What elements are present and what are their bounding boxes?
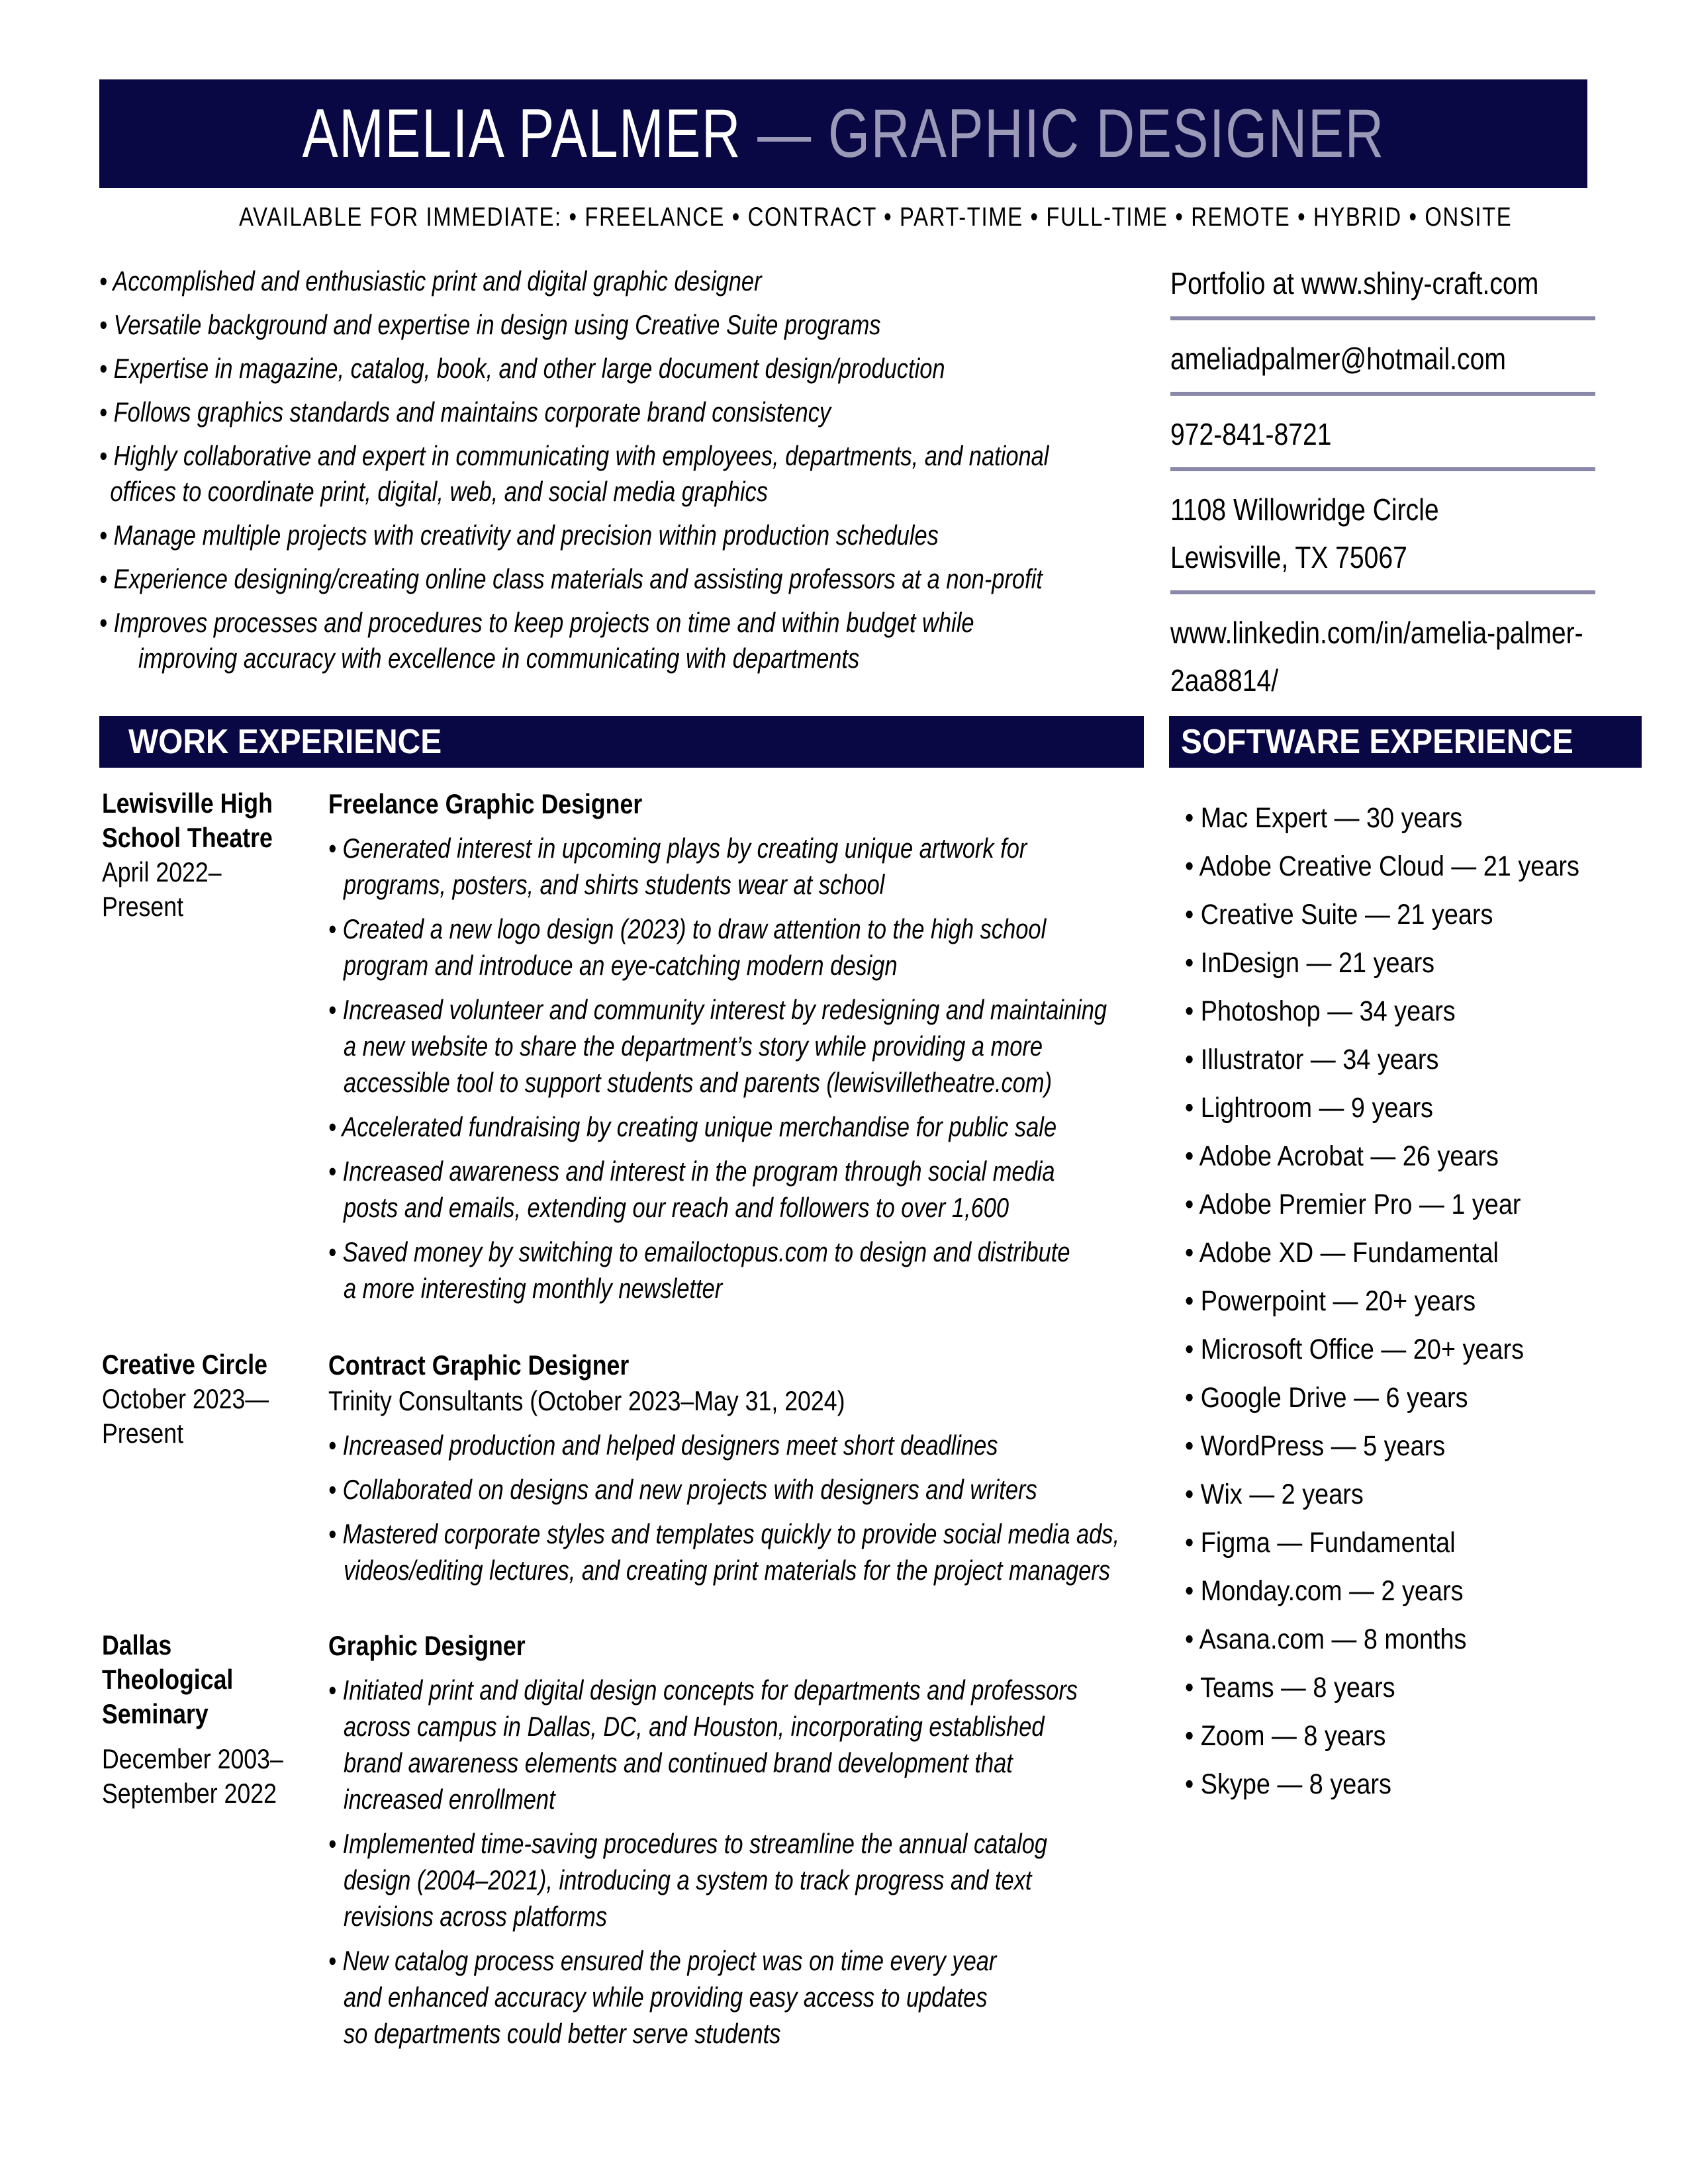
bullet-text: • New catalog process ensured the project was on time every year xyxy=(328,1945,997,1976)
software-item: • Figma — Fundamental xyxy=(1185,1527,1456,1559)
summary-text: • Expertise in magazine, catalog, book, and other large document design/production xyxy=(99,353,945,384)
candidate-name: AMELIA PALMER xyxy=(302,95,741,172)
job-meta xyxy=(102,1628,314,1811)
linkedin-text: 2aa8814/ xyxy=(1170,663,1279,698)
summary-item xyxy=(99,438,1049,510)
job-details xyxy=(328,786,1162,1306)
company-name: Dallas xyxy=(102,1629,172,1661)
summary-text: • Experience designing/creating online class materials and assisting professors at a non-profit xyxy=(99,563,1043,594)
bullet-text: videos/editing lectures, and creating print materials for the project managers xyxy=(343,1555,1111,1586)
bullet-text: • Collaborated on designs and new projects with designers and writers xyxy=(328,1474,1037,1505)
bullet-text: a new website to share the department’s story while providing a more xyxy=(343,1030,1043,1062)
phone-number xyxy=(1170,410,1595,458)
software-item: • Lightroom — 9 years xyxy=(1185,1092,1433,1124)
bullet-text: • Increased production and helped designers meet short deadlines xyxy=(328,1430,998,1461)
job-bullet xyxy=(328,830,1027,903)
section-title: SOFTWARE EXPERIENCE xyxy=(1181,723,1573,761)
job-dates: December 2003– xyxy=(102,1743,283,1774)
bullet-text: • Saved money by switching to emailoctopus.com to design and distribute xyxy=(328,1236,1070,1267)
contact-block xyxy=(1170,259,1595,704)
software-item: • Monday.com — 2 years xyxy=(1185,1575,1464,1607)
contact-divider xyxy=(1170,316,1595,320)
software-item: • Photoshop — 34 years xyxy=(1185,995,1456,1027)
bullet-text: accessible tool to support students and parents (lewisvilletheatre.com) xyxy=(343,1067,1053,1098)
software-item: • Skype — 8 years xyxy=(1185,1768,1391,1800)
availability-text: AVAILABLE FOR IMMEDIATE: • FREELANCE • CONTRACT • PART-TIME • FULL-TIME • REMOTE • HYBRID • ONSITE xyxy=(239,203,1513,232)
bullet-text: • Increased awareness and interest in the program through social media xyxy=(328,1156,1055,1187)
bullet-text: increased enrollment xyxy=(343,1784,555,1815)
page-title xyxy=(302,95,1384,173)
bullet-text: • Generated interest in upcoming plays by creating unique artwork for xyxy=(328,833,1027,864)
summary-text: • Versatile background and expertise in design using Creative Suite programs xyxy=(99,309,881,340)
job-details xyxy=(328,1628,1162,2052)
software-item: • Adobe Creative Cloud — 21 years xyxy=(1185,850,1579,882)
job-meta xyxy=(102,1347,314,1451)
job-details xyxy=(328,1347,1162,1588)
summary-item xyxy=(99,263,968,299)
company-name: Theological xyxy=(102,1664,234,1695)
contact-divider xyxy=(1170,392,1595,396)
summary-text: • Manage multiple projects with creativity and precision within production schedules xyxy=(99,520,939,551)
summary-text: • Highly collaborative and expert in communicating with employees, departments, and national xyxy=(99,440,1049,471)
summary-text: • Follows graphics standards and maintains corporate brand consistency xyxy=(99,396,831,428)
job-bullet xyxy=(328,1672,1078,1817)
company-name: Lewisville High xyxy=(102,788,273,819)
bullet-text: • Implemented time-saving procedures to streamline the annual catalog xyxy=(328,1828,1048,1859)
job-title: Graphic Designer xyxy=(328,1630,526,1661)
summary-text: • Accomplished and enthusiastic print and digital graphic designer xyxy=(99,265,762,296)
software-item: • Google Drive — 6 years xyxy=(1185,1382,1468,1414)
job-bullet xyxy=(328,1825,1048,1934)
software-experience-header xyxy=(1169,716,1642,768)
job-title: Freelance Graphic Designer xyxy=(328,788,643,819)
software-item: • WordPress — 5 years xyxy=(1185,1430,1446,1462)
job-bullet xyxy=(328,1471,1037,1508)
address xyxy=(1170,486,1595,581)
company-name: Seminary xyxy=(102,1698,209,1729)
software-item: • Mac Expert — 30 years xyxy=(1185,802,1463,834)
work-experience-header xyxy=(99,716,1144,768)
job-bullet xyxy=(328,991,1107,1101)
software-item: • Asana.com — 8 months xyxy=(1185,1623,1467,1655)
address-line: 1108 Willowridge Circle xyxy=(1170,492,1439,527)
bullet-text: and enhanced accuracy while providing easy access to updates xyxy=(343,1981,988,2013)
bullet-text: design (2004–2021), introducing a system to track progress and text xyxy=(343,1864,1032,1895)
company-name: School Theatre xyxy=(102,822,273,853)
software-item: • InDesign — 21 years xyxy=(1185,947,1435,979)
job-bullet xyxy=(328,911,1047,983)
software-item: • Microsoft Office — 20+ years xyxy=(1185,1334,1524,1365)
bullet-text: • Mastered corporate styles and templates quickly to provide social media ads, xyxy=(328,1518,1120,1549)
software-item: • Wix — 2 years xyxy=(1185,1479,1364,1510)
summary-list xyxy=(99,263,1158,684)
job-title: Contract Graphic Designer xyxy=(328,1349,630,1381)
software-item: • Adobe Premier Pro — 1 year xyxy=(1185,1189,1521,1220)
software-item: • Adobe Acrobat — 26 years xyxy=(1185,1140,1499,1172)
email-text: ameliadpalmer@hotmail.com xyxy=(1170,341,1506,376)
contact-divider xyxy=(1170,590,1595,594)
phone-text: 972-841-8721 xyxy=(1170,417,1332,451)
candidate-role: GRAPHIC DESIGNER xyxy=(827,95,1385,172)
job-bullet xyxy=(328,1153,1055,1226)
bullet-text: revisions across platforms xyxy=(343,1901,608,1932)
software-item: • Teams — 8 years xyxy=(1185,1672,1395,1704)
portfolio-text: Portfolio at www.shiny-craft.com xyxy=(1170,266,1539,300)
bullet-text: program and introduce an eye-catching modern design xyxy=(343,950,898,981)
bullet-text: brand awareness elements and continued brand development that xyxy=(343,1747,1013,1778)
summary-text: • Improves processes and procedures to keep projects on time and within budget while xyxy=(99,607,974,638)
software-item: • Illustrator — 34 years xyxy=(1185,1044,1439,1075)
bullet-text: programs, posters, and shirts students wear at school xyxy=(343,869,885,900)
summary-text-continued: improving accuracy with excellence in communicating with departments xyxy=(138,643,860,674)
bullet-text: • Accelerated fundraising by creating unique merchandise for public sale xyxy=(328,1111,1057,1142)
job-dates: Present xyxy=(102,891,184,922)
bullet-text: across campus in Dallas, DC, and Houston, incorporating established xyxy=(343,1711,1045,1742)
bullet-text: • Increased volunteer and community interest by redesigning and maintaining xyxy=(328,994,1107,1025)
job-dates: April 2022– xyxy=(102,856,222,887)
software-list xyxy=(1185,794,1609,1809)
software-item: • Zoom — 8 years xyxy=(1185,1720,1386,1752)
summary-item xyxy=(99,351,968,387)
summary-item xyxy=(99,307,968,343)
email-link[interactable] xyxy=(1170,335,1595,383)
header-banner xyxy=(99,79,1587,188)
bullet-text: a more interesting monthly newsletter xyxy=(343,1273,723,1304)
bullet-text: • Created a new logo design (2023) to draw attention to the high school xyxy=(328,913,1047,944)
company-name: Creative Circle xyxy=(102,1349,268,1380)
software-item: • Creative Suite — 21 years xyxy=(1185,899,1493,931)
address-line: Lewisville, TX 75067 xyxy=(1170,540,1407,574)
portfolio-link[interactable] xyxy=(1170,259,1595,307)
job-client: Trinity Consultants (October 2023–May 31, 2024) xyxy=(328,1385,845,1416)
summary-item xyxy=(99,394,968,430)
contact-divider xyxy=(1170,467,1595,471)
linkedin-text: www.linkedin.com/in/amelia-palmer- xyxy=(1170,615,1583,650)
summary-item xyxy=(99,518,968,553)
job-dates: October 2023— xyxy=(102,1383,269,1414)
job-dates: September 2022 xyxy=(102,1778,277,1809)
bullet-text: posts and emails, extending our reach and followers to over 1,600 xyxy=(343,1192,1009,1223)
summary-item xyxy=(99,561,1043,597)
job-bullet xyxy=(328,1109,1057,1145)
job-dates: Present xyxy=(102,1418,184,1449)
job-bullet xyxy=(328,1427,1012,1463)
job-bullet xyxy=(328,1516,1120,1588)
title-separator: — xyxy=(757,95,812,172)
job-bullet xyxy=(328,1234,1070,1306)
job-meta xyxy=(102,786,314,924)
bullet-text: so departments could better serve students xyxy=(343,2018,781,2049)
bullet-text: • Initiated print and digital design concepts for departments and professors xyxy=(328,1674,1078,1706)
section-title: WORK EXPERIENCE xyxy=(128,723,442,761)
software-item: • Powerpoint — 20+ years xyxy=(1185,1285,1476,1317)
availability-line xyxy=(99,203,1587,232)
software-item: • Adobe XD — Fundamental xyxy=(1185,1237,1499,1269)
summary-item xyxy=(99,605,974,676)
linkedin-link[interactable] xyxy=(1170,609,1595,704)
job-bullet xyxy=(328,1942,1012,2052)
summary-text-continued: offices to coordinate print, digital, web, and social media graphics xyxy=(110,476,768,507)
